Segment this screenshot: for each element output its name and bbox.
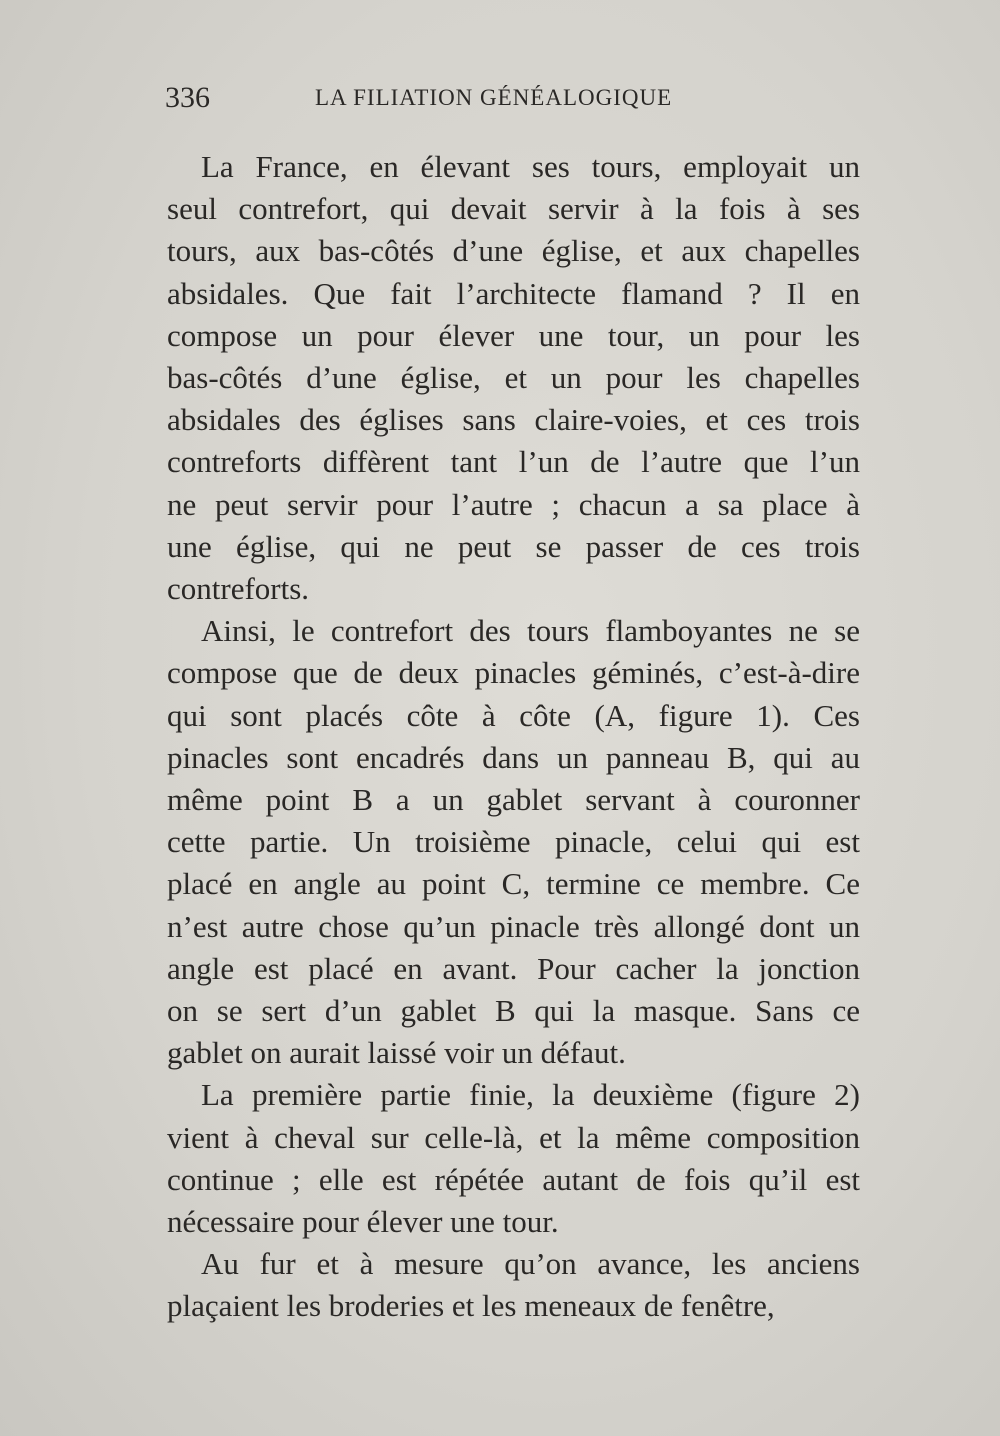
text-line: cette partie. Un troisième pinacle, celui qui est	[167, 824, 860, 860]
text-line: continue ; elle est répétée autant de fois qu’il est	[167, 1161, 860, 1197]
text-line: n’est autre chose qu’un pinacle très allongé dont un	[167, 908, 860, 944]
text-line: une église, qui ne peut se passer de ces trois	[167, 528, 860, 564]
text-line: absidales. Que fait l’architecte flamand ? Il en	[167, 275, 860, 311]
text-line: bas-côtés d’une église, et un pour les chapelles	[167, 360, 860, 396]
body-text	[167, 146, 860, 1328]
text-line: compose un pour élever une tour, un pour les	[167, 317, 860, 353]
text-line: nécessaire pour élever une tour.	[167, 1204, 559, 1240]
text-line: contreforts.	[167, 571, 310, 607]
text-line: plaçaient les broderies et les meneaux de fenêtre,	[167, 1288, 775, 1324]
paragraph	[167, 1243, 860, 1327]
text-line: ne peut servir pour l’autre ; chacun a sa place à	[167, 486, 860, 522]
text-line: gablet on aurait laissé voir un défaut.	[167, 1035, 626, 1071]
paragraph	[167, 610, 860, 1074]
text-line: tours, aux bas-côtés d’une église, et aux chapelles	[167, 233, 860, 269]
running-title: LA FILIATION GÉNÉALOGIQUE	[315, 85, 673, 110]
text-line: La France, en élevant ses tours, employait un	[201, 149, 860, 184]
page-number: 336	[165, 81, 210, 114]
text-line: pinacles sont encadrés dans un panneau B, qui au	[167, 739, 860, 775]
text-line: Ainsi, le contrefort des tours flamboyantes ne se	[201, 613, 860, 649]
text-line: seul contrefort, qui devait servir à la fois à ses	[167, 191, 860, 227]
text-line: angle est placé en avant. Pour cacher la jonction	[167, 950, 860, 986]
text-line: placé en angle au point C, termine ce membre. Ce	[167, 866, 860, 902]
page-header	[165, 78, 865, 118]
text-line: compose que de deux pinacles géminés, c’est-à-dire	[167, 655, 860, 691]
text-line: absidales des églises sans claire-voies, et ces trois	[167, 402, 860, 438]
text-line: Au fur et à mesure qu’on avance, les anciens	[201, 1246, 860, 1282]
text-line: qui sont placés côte à côte (A, figure 1). Ces	[167, 697, 860, 733]
text-line: La première partie finie, la deuxième (figure 2)	[201, 1077, 860, 1113]
paragraph	[167, 1074, 860, 1243]
text-line: on se sert d’un gablet B qui la masque. Sans ce	[167, 993, 860, 1029]
text-line: même point B a un gablet servant à couronner	[167, 782, 860, 818]
paragraph	[167, 146, 860, 610]
text-line: contreforts diffèrent tant l’un de l’autre que l’un	[167, 444, 860, 480]
text-line: vient à cheval sur celle-là, et la même composition	[167, 1119, 860, 1155]
